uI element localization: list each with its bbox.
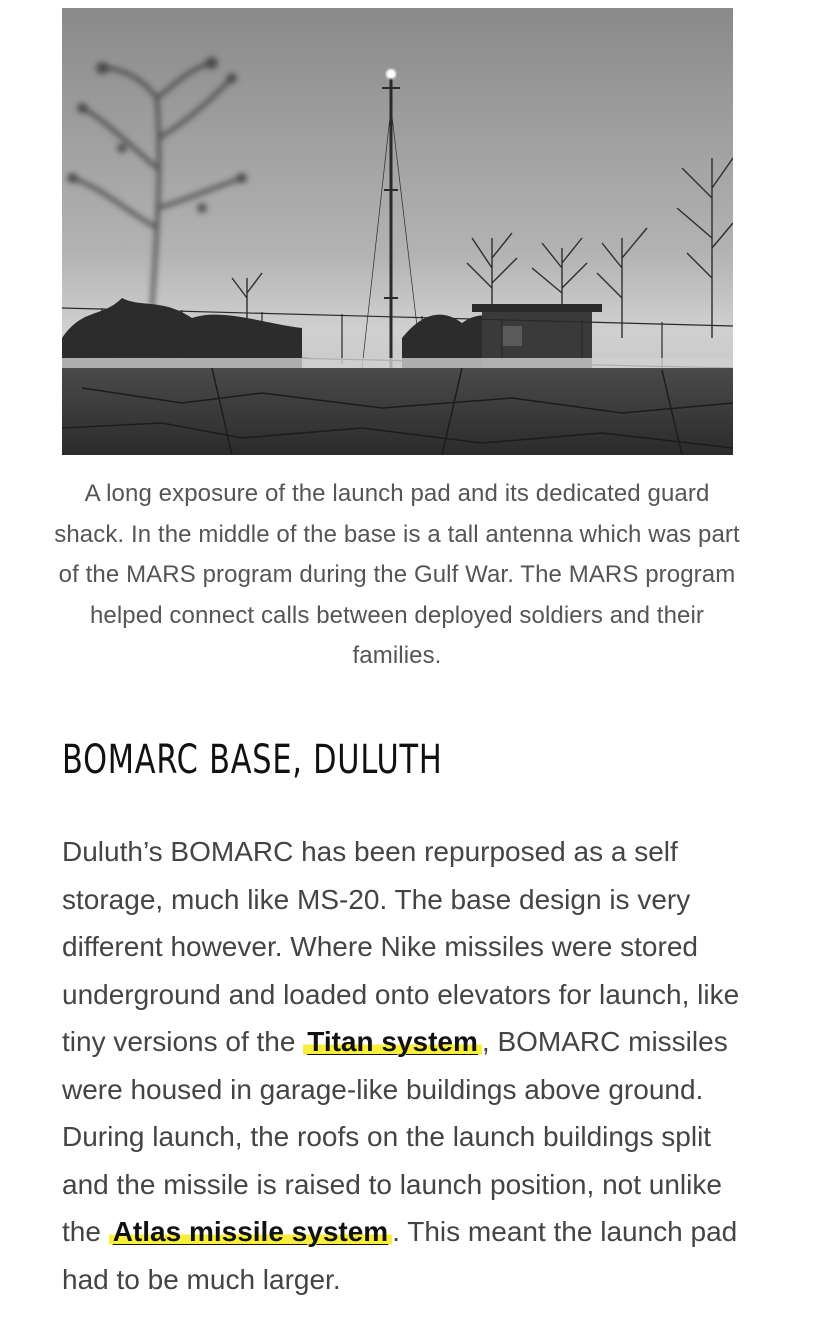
paragraph-text: , BOMARC missiles were housed in garage-like buildings above ground. During launch, the roofs on the launch buildings split and the missile is raised to launch position, not unlike the xyxy=(62,1026,728,1247)
paragraph-text: Duluth’s BOMARC has been repurposed as a self storage, much like MS-20. The base design is very different however. Where Nike missiles were stored underground and loaded onto elevators for launch, like tiny versions of the xyxy=(62,836,740,1057)
photo-caption: A long exposure of the launch pad and its dedicated guard shack. In the middle of the base is a tall antenna which was part of the MARS program during the Gulf War. The MARS program helped connect calls between deployed soldiers and their families. xyxy=(54,480,740,669)
atlas-missile-system-link[interactable]: Atlas missile system xyxy=(109,1216,393,1247)
section-paragraph xyxy=(62,828,752,1303)
section-heading: BOMARC BASE, DULUTH xyxy=(62,737,443,783)
launch-pad-photo xyxy=(62,8,733,455)
titan-system-link[interactable]: Titan system xyxy=(303,1026,482,1057)
paragraph-text: . This meant the launch pad had to be much larger. xyxy=(62,1216,738,1295)
launch-pad-photo-graphic xyxy=(62,8,733,455)
